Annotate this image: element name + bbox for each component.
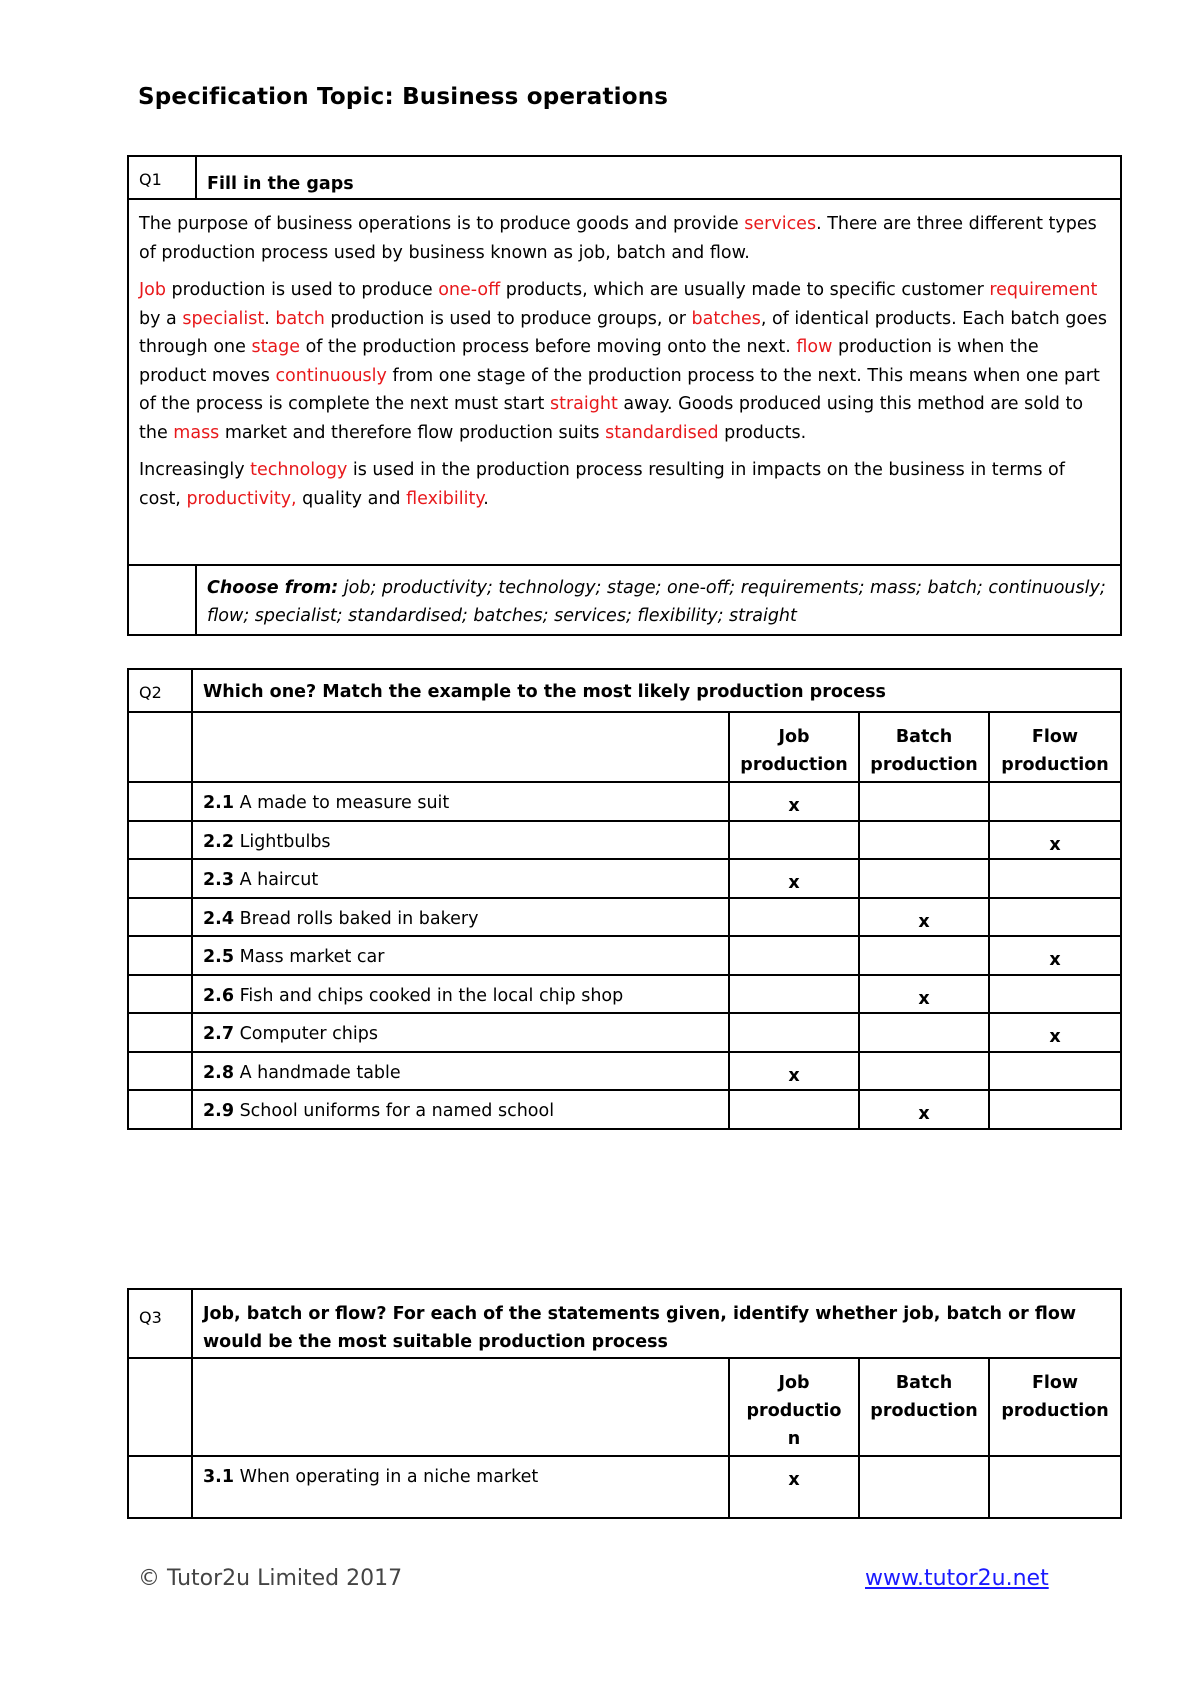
batch-mark-cell: x (859, 1090, 989, 1129)
job-mark-cell (729, 936, 859, 975)
row-spacer (128, 1013, 192, 1052)
row-text: A handmade table (234, 1062, 401, 1083)
passage-text: production is used to produce (165, 280, 439, 300)
row-text: Computer chips (234, 1024, 378, 1044)
row-number: 2.7 (203, 1024, 235, 1044)
answer-word: batch (275, 308, 325, 329)
row-text: A made to measure suit (234, 793, 450, 813)
q1-paragraph-2 (139, 276, 1110, 447)
q1-title: Fill in the gaps (196, 156, 1121, 199)
row-text: Fish and chips cooked in the local chip shop (234, 985, 624, 1006)
row-label (192, 936, 729, 975)
answer-word: straight (550, 394, 618, 414)
passage-text: production is used to produce groups, or (324, 308, 692, 329)
job-mark-cell: x (729, 1052, 859, 1091)
q1-paragraph-1 (139, 210, 1110, 267)
passage-text: products. (718, 422, 807, 443)
q2-col-job: Job production (729, 712, 859, 782)
passage-text: Increasingly (139, 460, 251, 480)
table-row (128, 936, 1121, 975)
batch-mark-cell (859, 936, 989, 975)
answer-word: one-off (438, 280, 501, 300)
row-spacer (128, 1456, 192, 1518)
row-spacer (128, 1090, 192, 1129)
passage-text: . (264, 308, 276, 329)
flow-mark-cell: x (989, 821, 1121, 860)
passage-text: The purpose of business operations is to produce goods and provide (139, 214, 745, 234)
row-spacer (128, 975, 192, 1014)
passage-text: quality and (296, 488, 407, 509)
q1-word-bank (196, 565, 1121, 635)
batch-mark-cell: x (859, 975, 989, 1014)
page-title: Specification Topic: Business operations (138, 84, 669, 110)
answer-word: flexibility (406, 488, 484, 509)
row-label (192, 821, 729, 860)
row-spacer (128, 898, 192, 937)
batch-mark-cell: x (859, 898, 989, 937)
row-label (192, 1052, 729, 1091)
q3-table (127, 1288, 1122, 1519)
flow-mark-cell (989, 782, 1121, 821)
job-mark-cell: x (729, 1456, 859, 1518)
row-label (192, 1456, 729, 1518)
q2-rows (128, 782, 1121, 1129)
row-number: 2.8 (203, 1062, 235, 1083)
table-row (128, 898, 1121, 937)
table-row (128, 1013, 1121, 1052)
q3-col-job: Job productio n (729, 1358, 859, 1456)
row-text: Lightbulbs (234, 831, 331, 852)
row-text: School uniforms for a named school (234, 1101, 555, 1121)
passage-text: from one stage of the production process to the next. This means when one part of the process is complete the next must start (139, 365, 1100, 414)
answer-word: specialist (182, 308, 265, 329)
answer-word: technology (250, 460, 348, 480)
q1-number: Q1 (128, 156, 196, 199)
row-label (192, 975, 729, 1014)
footer-copyright: © Tutor2u Limited 2017 (138, 1566, 403, 1591)
row-spacer (128, 859, 192, 898)
passage-text: market and therefore flow production suits (219, 422, 606, 443)
footer-link[interactable]: www.tutor2u.net (865, 1566, 1049, 1591)
table-row (128, 1052, 1121, 1091)
answer-word: flow (796, 337, 833, 357)
row-label (192, 1013, 729, 1052)
answer-word: requirement (989, 280, 1098, 300)
table-row (128, 859, 1121, 898)
answer-word: mass (173, 422, 220, 443)
flow-mark-cell: x (989, 936, 1121, 975)
flow-mark-cell (989, 1090, 1121, 1129)
job-mark-cell (729, 898, 859, 937)
passage-text: . There are three different types of production process used by business known as job, batch and flow. (139, 214, 1097, 263)
table-row (128, 1456, 1121, 1518)
q2-title: Which one? Match the example to the most likely production process (192, 669, 1121, 712)
q3-header-spacer (128, 1358, 192, 1456)
batch-mark-cell (859, 821, 989, 860)
row-number: 2.9 (203, 1101, 235, 1121)
row-spacer (128, 782, 192, 821)
passage-text: of the production process before moving onto the next. (300, 337, 797, 357)
batch-mark-cell (859, 1456, 989, 1518)
passage-text: , of identical products. Each batch goes through one (139, 308, 1107, 357)
q3-col-batch: Batch production (859, 1358, 989, 1456)
row-number: 2.6 (203, 985, 235, 1006)
row-label (192, 859, 729, 898)
passage-text: by a (139, 308, 183, 329)
answer-word: Job (139, 280, 166, 300)
batch-mark-cell (859, 1013, 989, 1052)
q1-choose-label: Choose from: (207, 578, 339, 598)
row-text: A haircut (234, 870, 319, 890)
q2-table (127, 668, 1122, 1130)
q3-col-flow: Flow production (989, 1358, 1121, 1456)
q1-table (127, 155, 1122, 636)
q2-number: Q2 (128, 669, 192, 712)
row-text: When operating in a niche market (234, 1467, 539, 1487)
q2-header-blank (192, 712, 729, 782)
job-mark-cell (729, 975, 859, 1014)
flow-mark-cell (989, 975, 1121, 1014)
q3-header-blank (192, 1358, 729, 1456)
row-label (192, 1090, 729, 1129)
q2-col-batch: Batch production (859, 712, 989, 782)
table-row (128, 975, 1121, 1014)
row-text: Mass market car (234, 947, 385, 967)
q1-choose-spacer (128, 565, 196, 635)
q3-number: Q3 (128, 1289, 192, 1358)
q2-header-spacer (128, 712, 192, 782)
batch-mark-cell (859, 1052, 989, 1091)
answer-word: batches (691, 308, 761, 329)
q1-choose-words: job; productivity; technology; stage; one-off; requirements; mass; batch; continuously; flow; specialist; standardised; batches; services; flexibility; straight (207, 578, 1106, 626)
row-label (192, 898, 729, 937)
passage-text: . (483, 488, 489, 509)
row-number: 2.5 (203, 947, 235, 967)
row-number: 2.4 (203, 908, 235, 929)
passage-text: production is when the product moves (139, 337, 1039, 386)
q1-paragraph-3 (139, 456, 1110, 513)
flow-mark-cell (989, 898, 1121, 937)
answer-word: services (744, 214, 817, 234)
table-row (128, 1090, 1121, 1129)
job-mark-cell: x (729, 782, 859, 821)
row-number: 3.1 (203, 1467, 235, 1487)
row-spacer (128, 821, 192, 860)
row-number: 2.3 (203, 870, 235, 890)
row-label (192, 782, 729, 821)
q1-passage (128, 199, 1121, 565)
row-spacer (128, 936, 192, 975)
flow-mark-cell (989, 1456, 1121, 1518)
passage-text: is used in the production process resulting in impacts on the business in terms of cost, (139, 460, 1065, 509)
answer-word: stage (251, 337, 301, 357)
q3-rows (128, 1456, 1121, 1518)
answer-word: standardised (605, 422, 719, 443)
passage-text: away. Goods produced using this method are sold to the (139, 394, 1084, 443)
row-number: 2.1 (203, 793, 235, 813)
row-spacer (128, 1052, 192, 1091)
answer-word: continuously (275, 365, 387, 386)
batch-mark-cell (859, 859, 989, 898)
flow-mark-cell (989, 1052, 1121, 1091)
row-text: Bread rolls baked in bakery (234, 908, 479, 929)
job-mark-cell (729, 821, 859, 860)
job-mark-cell (729, 1090, 859, 1129)
q2-col-flow: Flow production (989, 712, 1121, 782)
passage-text: products, which are usually made to specific customer (500, 280, 990, 300)
answer-word: productivity, (186, 488, 297, 509)
table-row (128, 821, 1121, 860)
batch-mark-cell (859, 782, 989, 821)
flow-mark-cell: x (989, 1013, 1121, 1052)
q3-title: Job, batch or flow? For each of the statements given, identify whether job, batch or flow would be the most suitable production process (192, 1289, 1121, 1358)
job-mark-cell (729, 1013, 859, 1052)
row-number: 2.2 (203, 831, 235, 852)
job-mark-cell: x (729, 859, 859, 898)
table-row (128, 782, 1121, 821)
flow-mark-cell (989, 859, 1121, 898)
